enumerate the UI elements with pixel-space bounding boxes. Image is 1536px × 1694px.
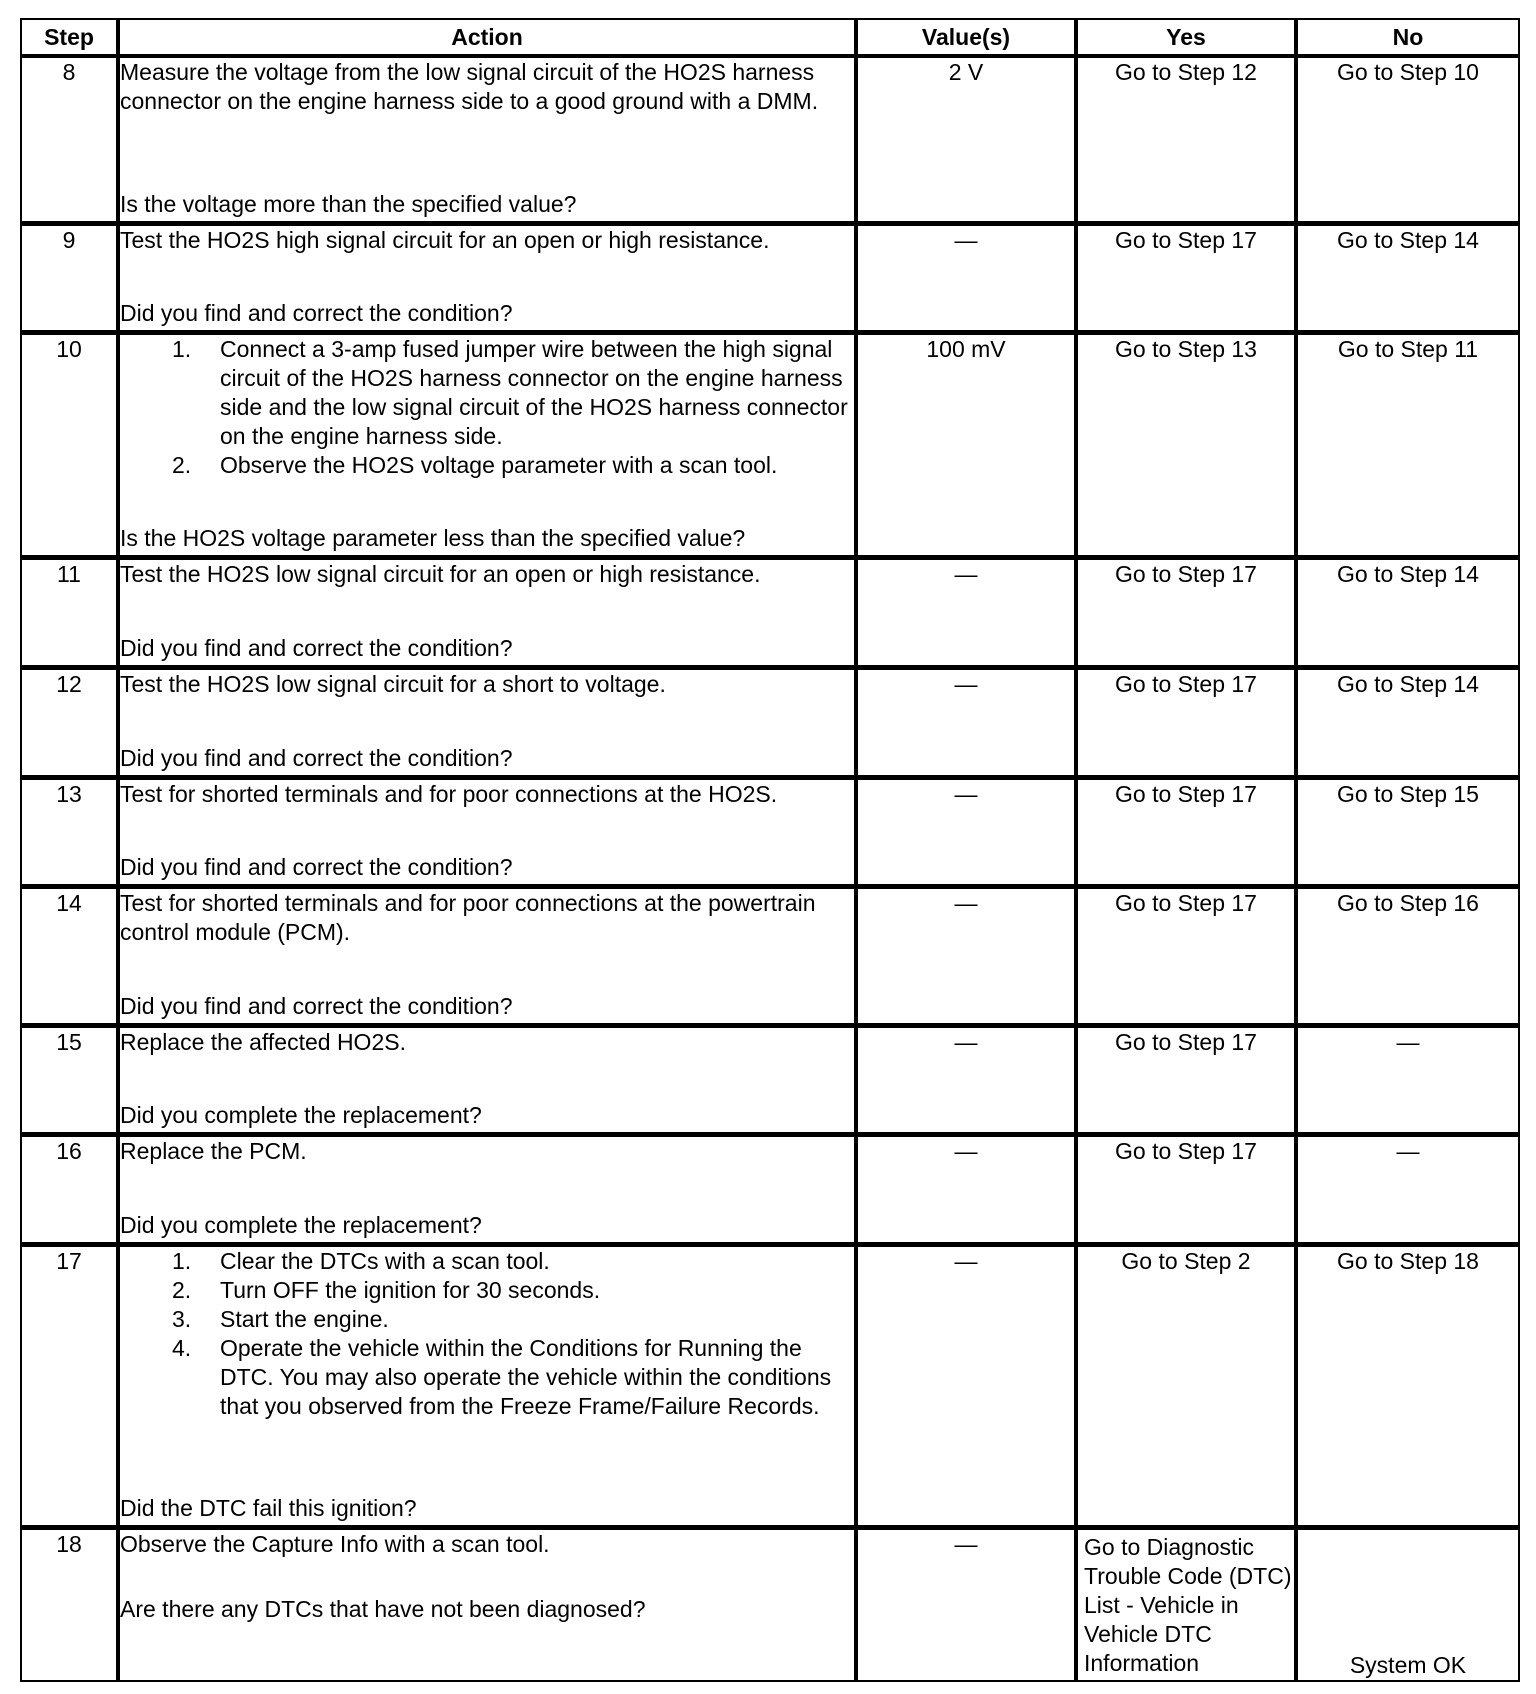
- action-text: Measure the voltage from the low signal circuit of the HO2S harness connector on the engine harness side to a good ground with a DMM.: [120, 59, 819, 114]
- table-row: [20, 557, 1520, 667]
- table-row: [20, 1527, 1520, 1682]
- value-cell: —: [856, 223, 1076, 333]
- step-number: 17: [20, 1244, 118, 1527]
- no-cell: Go to Step 11: [1296, 332, 1520, 557]
- value-cell: —: [856, 777, 1076, 887]
- list-item-text: Operate the vehicle within the Conditions for Running the DTC. You may also operate the vehicle within the conditions that you observed from the Freeze Frame/Failure Records.: [220, 1334, 832, 1419]
- action-cell: [118, 1134, 856, 1244]
- value-cell: —: [856, 557, 1076, 667]
- list-item-number: 3.: [172, 1305, 192, 1332]
- table-row: [20, 56, 1520, 223]
- action-question: Are there any DTCs that have not been diagnosed?: [120, 1596, 646, 1623]
- table-row: [20, 667, 1520, 777]
- step-number: 13: [20, 777, 118, 887]
- no-cell: System OK: [1296, 1527, 1520, 1682]
- step-number: 10: [20, 332, 118, 557]
- list-item-text: Connect a 3-amp fused jumper wire between the high signal circuit of the HO2S harness connector on the engine harness side and the low signal circuit of the HO2S harness connector on the engine harness side.: [220, 336, 848, 450]
- no-cell: Go to Step 14: [1296, 667, 1520, 777]
- value-cell: 100 mV: [856, 332, 1076, 557]
- no-cell: Go to Step 18: [1296, 1244, 1520, 1527]
- action-cell: [118, 332, 856, 557]
- action-question: Did you find and correct the condition?: [120, 854, 513, 881]
- action-question: Did you find and correct the condition?: [120, 992, 513, 1019]
- step-number: 8: [20, 56, 118, 223]
- value-cell: 2 V: [856, 56, 1076, 223]
- table-row: [20, 1134, 1520, 1244]
- yes-cell: Go to Step 17: [1076, 223, 1296, 333]
- table-row: [20, 886, 1520, 1025]
- header-action: Action: [118, 18, 856, 56]
- list-item: [120, 451, 854, 480]
- yes-cell: Go to Step 17: [1076, 777, 1296, 887]
- no-cell: Go to Step 14: [1296, 223, 1520, 333]
- yes-cell: Go to Step 17: [1076, 886, 1296, 1025]
- step-number: 16: [20, 1134, 118, 1244]
- list-item-text: Observe the HO2S voltage parameter with a scan tool.: [220, 452, 778, 479]
- header-values: Value(s): [856, 18, 1076, 56]
- list-item-number: 2.: [172, 452, 192, 479]
- action-cell: [118, 667, 856, 777]
- step-number: 15: [20, 1025, 118, 1135]
- action-text: Test the HO2S high signal circuit for an open or high resistance.: [120, 226, 770, 253]
- table-row: [20, 777, 1520, 887]
- value-cell: —: [856, 667, 1076, 777]
- step-number: 9: [20, 223, 118, 333]
- no-cell: Go to Step 10: [1296, 56, 1520, 223]
- value-cell: —: [856, 1025, 1076, 1135]
- list-item-text: Turn OFF the ignition for 30 seconds.: [220, 1276, 601, 1303]
- list-item-number: 4.: [172, 1334, 192, 1361]
- action-question: Did you complete the replacement?: [120, 1211, 482, 1238]
- action-text: Replace the affected HO2S.: [120, 1028, 406, 1055]
- header-row: [20, 18, 1520, 56]
- list-item: [120, 1247, 854, 1276]
- table-row: [20, 223, 1520, 333]
- action-question: Is the voltage more than the specified value?: [120, 190, 577, 217]
- yes-cell: Go to Step 17: [1076, 1025, 1296, 1135]
- action-cell: [118, 1025, 856, 1135]
- no-cell: Go to Step 15: [1296, 777, 1520, 887]
- action-question: Did you find and correct the condition?: [120, 300, 513, 327]
- action-cell: [118, 1527, 856, 1682]
- action-cell: [118, 777, 856, 887]
- list-item: [120, 1334, 854, 1421]
- yes-cell: Go to Step 12: [1076, 56, 1296, 223]
- list-item-text: Start the engine.: [220, 1305, 389, 1332]
- list-item-number: 2.: [172, 1276, 192, 1303]
- step-number: 14: [20, 886, 118, 1025]
- action-cell: [118, 557, 856, 667]
- step-number: 12: [20, 667, 118, 777]
- yes-cell: Go to Step 13: [1076, 332, 1296, 557]
- diagnostic-table: [20, 18, 1520, 1682]
- table-row: [20, 332, 1520, 557]
- action-cell: [118, 56, 856, 223]
- action-text: Test the HO2S low signal circuit for an open or high resistance.: [120, 561, 761, 588]
- no-cell: —: [1296, 1134, 1520, 1244]
- value-cell: —: [856, 1244, 1076, 1527]
- action-text: Test for shorted terminals and for poor connections at the powertrain control module (PCM).: [120, 890, 816, 946]
- value-cell: —: [856, 1527, 1076, 1682]
- header-step: Step: [20, 18, 118, 56]
- yes-cell: Go to Step 17: [1076, 557, 1296, 667]
- step-number: 18: [20, 1527, 118, 1682]
- yes-cell: Go to Diagnostic Trouble Code (DTC) List - Vehicle in Vehicle DTC Information: [1076, 1527, 1296, 1682]
- list-item: [120, 1276, 854, 1305]
- action-steps-list: [120, 335, 854, 480]
- no-cell: Go to Step 16: [1296, 886, 1520, 1025]
- header-no: No: [1296, 18, 1520, 56]
- action-cell: [118, 886, 856, 1025]
- action-question: Did you find and correct the condition?: [120, 744, 513, 771]
- action-question: Did you complete the replacement?: [120, 1102, 482, 1129]
- table-row: [20, 1244, 1520, 1527]
- action-steps-list: [120, 1247, 854, 1421]
- action-text: Test for shorted terminals and for poor connections at the HO2S.: [120, 780, 778, 807]
- action-cell: [118, 1244, 856, 1527]
- action-text: Replace the PCM.: [120, 1138, 307, 1165]
- yes-cell: Go to Step 2: [1076, 1244, 1296, 1527]
- action-question: Did the DTC fail this ignition?: [120, 1495, 417, 1522]
- action-cell: [118, 223, 856, 333]
- list-item: [120, 1305, 854, 1334]
- action-question: Is the HO2S voltage parameter less than the specified value?: [120, 525, 746, 552]
- value-cell: —: [856, 886, 1076, 1025]
- action-text: Test the HO2S low signal circuit for a short to voltage.: [120, 670, 666, 697]
- list-item-text: Clear the DTCs with a scan tool.: [220, 1247, 550, 1274]
- table-row: [20, 1025, 1520, 1135]
- no-cell: —: [1296, 1025, 1520, 1135]
- action-question: Did you find and correct the condition?: [120, 634, 513, 661]
- list-item: [120, 335, 854, 451]
- yes-cell: Go to Step 17: [1076, 1134, 1296, 1244]
- action-text: Observe the Capture Info with a scan tool.: [120, 1531, 550, 1558]
- header-yes: Yes: [1076, 18, 1296, 56]
- yes-cell: Go to Step 17: [1076, 667, 1296, 777]
- list-item-number: 1.: [172, 1247, 192, 1274]
- list-item-number: 1.: [172, 336, 192, 363]
- step-number: 11: [20, 557, 118, 667]
- value-cell: —: [856, 1134, 1076, 1244]
- no-cell: Go to Step 14: [1296, 557, 1520, 667]
